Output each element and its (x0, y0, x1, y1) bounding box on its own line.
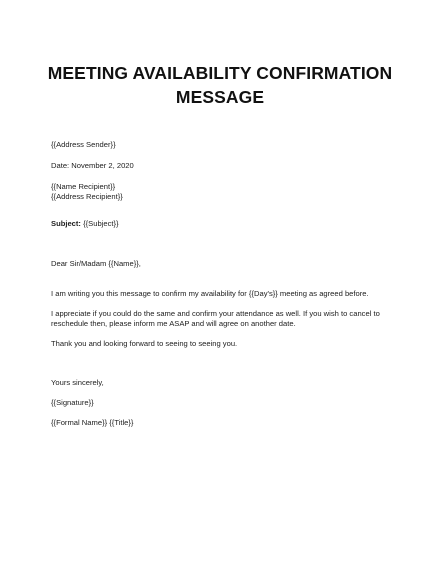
paragraph-2-line-1: I appreciate if you could do the same and confirm your attendance as well. If you wish to cancel to (51, 309, 380, 318)
address-recipient: {{Address Recipient}} (51, 192, 123, 201)
name-recipient: {{Name Recipient}} (51, 182, 116, 191)
paragraph-2-line-2: reschedule then, please inform me ASAP and will agree on another date. (51, 319, 296, 328)
closing: Yours sincerely, (51, 378, 104, 387)
address-sender: {{Address Sender}} (51, 140, 116, 149)
formal-name-title: {{Formal Name}} {{Title}} (51, 418, 134, 427)
subject-label: Subject: (51, 219, 81, 228)
title-line-2: MESSAGE (175, 87, 265, 107)
paragraph-1: I am writing you this message to confirm my availability for {{Day's}} meeting as agreed before. (51, 289, 369, 298)
title-line-1: MEETING AVAILABILITY CONFIRMATION (47, 63, 393, 83)
signature: {{Signature}} (51, 398, 94, 407)
document-title (20, 61, 420, 109)
subject-line (51, 218, 401, 229)
letter-date: Date: November 2, 2020 (51, 161, 134, 170)
paragraph-3: Thank you and looking forward to seeing to seeing you. (51, 339, 238, 348)
salutation: Dear Sir/Madam {{Name}}, (51, 259, 141, 268)
subject-value: {{Subject}} (80, 219, 119, 228)
